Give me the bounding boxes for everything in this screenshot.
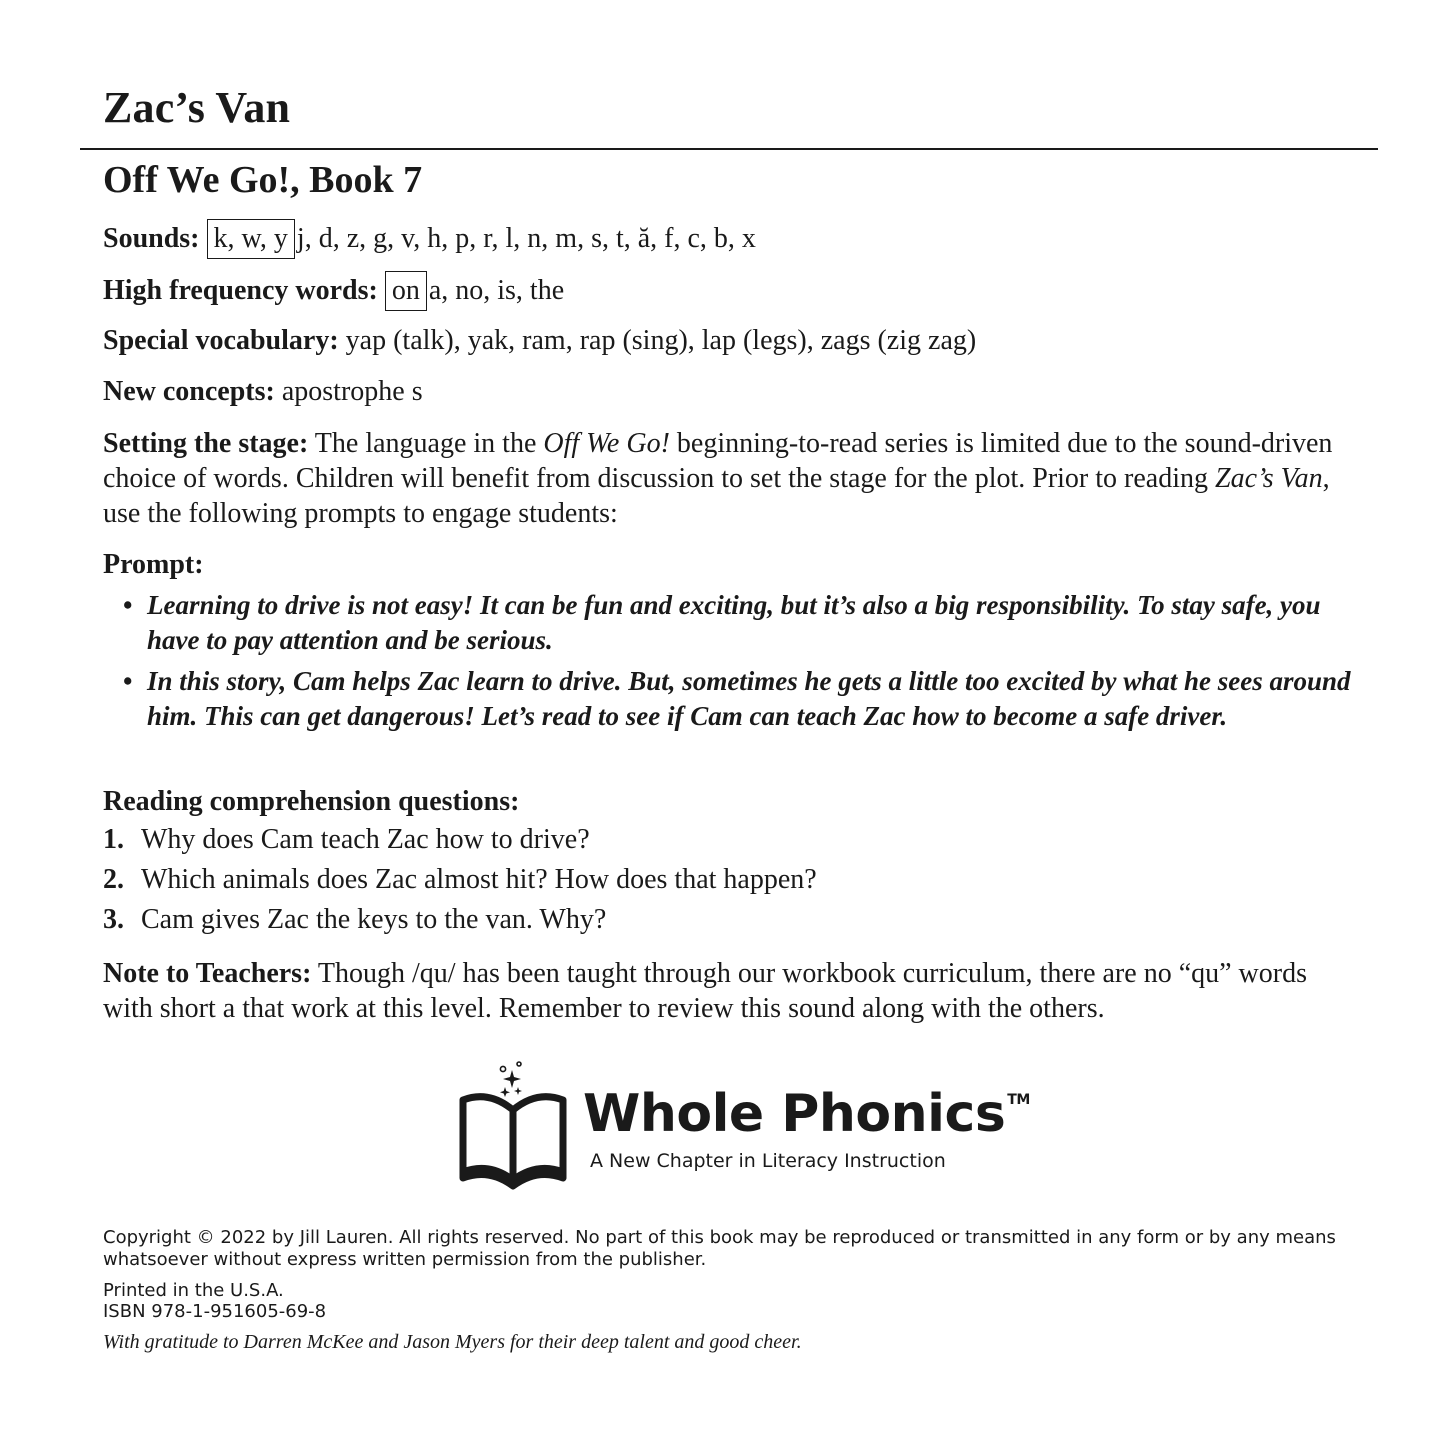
sounds-new-box: k, w, y bbox=[207, 219, 295, 259]
setting-text-1: The language in the bbox=[314, 428, 537, 459]
hfw-label: High frequency words: bbox=[103, 275, 378, 306]
vocab-label: Special vocabulary: bbox=[103, 325, 339, 356]
question-number: 1. bbox=[103, 824, 124, 855]
series-name: Off We Go! bbox=[543, 428, 670, 459]
concepts-line bbox=[103, 374, 423, 409]
vocab-line bbox=[103, 323, 976, 358]
prompt-text: In this story, Cam helps Zac learn to drive. But, sometimes he gets a little too excited by what he sees around him. This can get dangerous! Let’s read to see if Cam can teach Zac how to become a safe driver. bbox=[147, 666, 1351, 731]
questions-heading bbox=[103, 784, 519, 819]
open-book-icon bbox=[455, 1060, 580, 1190]
setting-text-2: beginning-to-read series is limited due to the sound-driven choice of words. Children will benefit from discussion to set the stage for the plot. Prior to reading bbox=[103, 428, 1333, 494]
book-name: Zac’s Van bbox=[1215, 463, 1323, 494]
vocab-text: yap (talk), yak, ram, rap (sing), lap (legs), zags (zig zag) bbox=[345, 325, 977, 356]
acknowledgment: With gratitude to Darren McKee and Jason Myers for their deep talent and good cheer. bbox=[103, 1331, 802, 1353]
logo-wordmark: Whole Phonics ™ bbox=[583, 1084, 1030, 1144]
book-subtitle: Off We Go!, Book 7 bbox=[103, 159, 423, 201]
note-label: Note to Teachers: bbox=[103, 958, 312, 989]
setting-paragraph bbox=[103, 426, 1363, 531]
concepts-text: apostrophe s bbox=[281, 376, 423, 407]
prompt-list bbox=[103, 588, 1373, 740]
note-text: Though /qu/ has been taught through our workbook curriculum, there are no “qu” words with short a that work at this level. Remember to review this sound along with the others. bbox=[103, 958, 1307, 1024]
question-item bbox=[103, 862, 817, 897]
logo-tagline: A New Chapter in Literacy Instruction bbox=[590, 1150, 946, 1172]
questions-list bbox=[103, 822, 817, 942]
bullet-icon: • bbox=[123, 666, 133, 696]
prompt-text: Learning to drive is not easy! It can be fun and exciting, but it’s also a big responsibility. To stay safe, you have to pay attention and be serious. bbox=[147, 590, 1321, 655]
sounds-rest: j, d, z, g, v, h, p, r, l, n, m, s, t, ă, f, c, b, x bbox=[296, 223, 756, 254]
title-divider bbox=[80, 148, 1378, 150]
isbn: ISBN 978-1-951605-69-8 bbox=[103, 1301, 327, 1322]
whole-phonics-logo bbox=[455, 1060, 1030, 1190]
copyright-notice: Copyright © 2022 by Jill Lauren. All rights reserved. No part of this book may be reproduced or transmitted in any form or by any means whatsoever without express written permission from the publisher. bbox=[103, 1227, 1336, 1270]
concepts-label: New concepts: bbox=[103, 376, 275, 407]
hfw-rest: a, no, is, the bbox=[428, 275, 565, 306]
question-text: Why does Cam teach Zac how to drive? bbox=[141, 824, 590, 855]
question-text: Which animals does Zac almost hit? How does that happen? bbox=[141, 864, 817, 895]
question-number: 3. bbox=[103, 904, 124, 935]
prompt-label: Prompt: bbox=[103, 549, 204, 580]
question-item bbox=[103, 822, 817, 857]
printed-in: Printed in the U.S.A. bbox=[103, 1280, 284, 1301]
page-title: Zac’s Van bbox=[103, 83, 291, 132]
question-text: Cam gives Zac the keys to the van. Why? bbox=[141, 904, 607, 935]
prompt-heading bbox=[103, 547, 204, 582]
setting-text-3: , use the following prompts to engage students: bbox=[103, 463, 1330, 529]
prompt-item bbox=[103, 588, 1373, 658]
sounds-line bbox=[103, 219, 756, 259]
trademark-mark: TM bbox=[1007, 1092, 1030, 1108]
question-item bbox=[103, 902, 817, 937]
teacher-note bbox=[103, 956, 1363, 1026]
prompt-item bbox=[103, 664, 1373, 734]
hfw-new-box: on bbox=[385, 271, 427, 311]
question-number: 2. bbox=[103, 864, 124, 895]
setting-label: Setting the stage: bbox=[103, 428, 309, 459]
sounds-label: Sounds: bbox=[103, 223, 200, 254]
bullet-icon: • bbox=[123, 590, 133, 620]
questions-label: Reading comprehension questions: bbox=[103, 786, 520, 817]
hfw-line bbox=[103, 271, 564, 311]
